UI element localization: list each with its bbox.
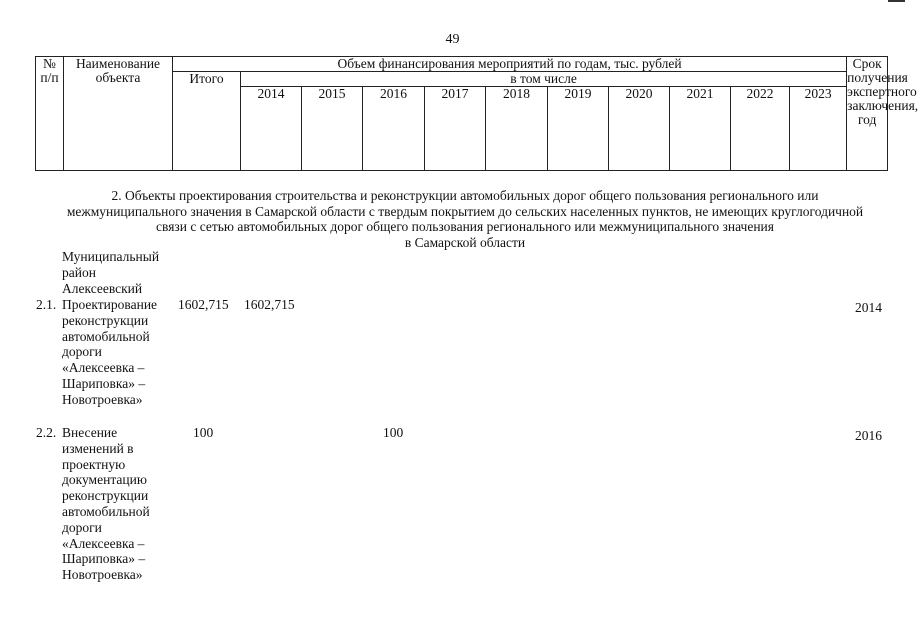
header-year-2014: 2014 xyxy=(241,87,302,171)
header-name: Наименование объекта xyxy=(64,57,173,171)
row-term: 2016 xyxy=(855,428,882,443)
row-number: 2.2. xyxy=(36,425,57,440)
header-including: в том числе xyxy=(241,72,847,87)
header-year-2019: 2019 xyxy=(548,87,609,171)
row-name-line: дороги xyxy=(62,344,102,360)
section-title xyxy=(30,188,900,250)
row-name xyxy=(62,425,182,583)
section-title-line: связи с сетью автомобильных дорог общего пользования регионального или межмуниципального значения xyxy=(156,219,774,234)
section-title-line: межмуниципального значения в Самарской области с твердым покрытием до сельских населенных пунктов, не имеющих круглогодичной xyxy=(66,203,864,219)
row-name-line: автомобильной xyxy=(62,503,150,519)
row-name-line: проектную xyxy=(62,456,126,472)
section-title-line: 2. Объекты проектирования строительства и реконструкции автомобильных дорог общего пользования регионального или xyxy=(111,188,819,203)
header-year-2015: 2015 xyxy=(302,87,363,171)
header-year-2017: 2017 xyxy=(425,87,486,171)
header-year-2020: 2020 xyxy=(609,87,670,171)
page-number: 49 xyxy=(445,32,460,47)
row-name-line: автомобильной xyxy=(62,328,150,344)
section-title-line: в Самарской области xyxy=(404,234,526,250)
row-name-line: Шариповка» – xyxy=(62,375,146,391)
page-edge-mark xyxy=(888,0,905,2)
row-name-line: «Алексеевка – xyxy=(62,360,145,376)
header-num: № п/п xyxy=(36,57,64,171)
row-total: 1602,715 xyxy=(178,297,229,312)
row-name-line: реконструкции xyxy=(62,312,149,328)
row-name-line: Новотроевка» xyxy=(62,567,143,583)
header-total: Итого xyxy=(173,72,241,171)
row-total: 100 xyxy=(193,425,214,440)
district-line: Муниципальный xyxy=(62,249,160,264)
row-value-2016: 100 xyxy=(383,425,404,440)
financing-table-header xyxy=(35,56,918,171)
district-label xyxy=(62,249,182,296)
header-term: Срок получения экспертного заключения, год xyxy=(847,57,888,171)
header-year-2016: 2016 xyxy=(363,87,425,171)
row-name-line: Внесение xyxy=(62,425,118,440)
row-name-line: Шариповка» – xyxy=(62,551,146,567)
row-name-line: дороги xyxy=(62,519,102,535)
row-name-line: реконструкции xyxy=(62,488,149,504)
row-name-line: «Алексеевка – xyxy=(62,535,145,551)
header-year-2023: 2023 xyxy=(790,87,847,171)
district-line: район xyxy=(62,264,96,280)
row-name-line: изменений в xyxy=(62,440,134,456)
header-year-2021: 2021 xyxy=(670,87,731,171)
row-name-line: Проектирование xyxy=(62,297,158,312)
row-name xyxy=(62,297,182,408)
header-year-2022: 2022 xyxy=(731,87,790,171)
row-name-line: документацию xyxy=(62,472,147,488)
row-value-2014: 1602,715 xyxy=(244,297,295,312)
row-name-line: Новотроевка» xyxy=(62,391,143,407)
district-line: Алексеевский xyxy=(62,280,143,296)
row-number: 2.1. xyxy=(36,297,57,312)
header-year-2018: 2018 xyxy=(486,87,548,171)
row-term: 2014 xyxy=(855,300,882,315)
header-finance: Объем финансирования мероприятий по годам, тыс. рублей xyxy=(173,57,847,72)
